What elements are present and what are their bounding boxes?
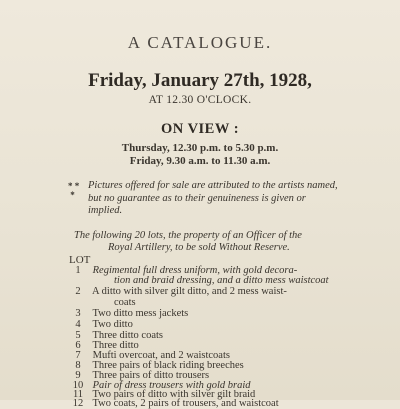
- sale-date: Friday, January 27th, 1928,: [88, 70, 312, 91]
- lot-number: 11: [72, 389, 84, 400]
- lot-item: [66, 286, 287, 297]
- on-view-line-2: Friday, 9.30 a.m. to 11.30 a.m.: [129, 155, 271, 167]
- lot-heading: LOT: [69, 254, 91, 266]
- lot-description-continued: tion and braid dressing, and a ditto mess waistcoat: [114, 275, 329, 286]
- lot-description: Regimental full dress uniform, with gold decora-: [92, 265, 298, 276]
- lot-number: 9: [75, 370, 81, 381]
- lot-number: 2: [75, 286, 81, 297]
- lot-item: [66, 398, 279, 409]
- lot-description: Two pairs of ditto with silver gilt braid: [92, 389, 256, 400]
- lot-description: Mufti overcoat, and 2 waistcoats: [92, 350, 230, 361]
- lot-number: 5: [75, 330, 81, 341]
- lot-description: Two coats, 2 pairs of trousers, and waistcoat: [92, 398, 279, 409]
- lot-description: Three ditto coats: [92, 330, 163, 341]
- lot-number: 4: [75, 319, 81, 330]
- lot-number: 1: [75, 265, 81, 276]
- sale-time: AT 12.30 O'CLOCK.: [148, 94, 252, 106]
- lot-description: Pair of dress trousers with gold braid: [92, 380, 251, 391]
- lot-description: Two ditto mess jackets: [92, 308, 189, 319]
- lot-item: [66, 319, 133, 330]
- lot-number: 6: [75, 340, 81, 351]
- lot-description: Three ditto: [92, 340, 139, 351]
- attribution-note: Pictures offered for sale are attributed to the artists named, but no guarantee as to their genuineness is given or implied.: [88, 180, 338, 216]
- intro-line-1: The following 20 lots, the property of an Officer of the: [74, 230, 302, 241]
- asterism-mark: * * *: [68, 181, 80, 200]
- lot-number: 10: [72, 380, 84, 391]
- intro-line-2: Royal Artillery, to be sold Without Reserve.: [108, 242, 290, 253]
- on-view-line-1: Thursday, 12.30 p.m. to 5.30 p.m.: [121, 142, 279, 154]
- on-view-heading: ON VIEW :: [160, 121, 240, 137]
- lot-description: Three pairs of ditto trousers: [92, 370, 210, 381]
- lot-description-continued: coats: [114, 297, 136, 308]
- lot-number: 3: [75, 308, 81, 319]
- lot-number: 7: [75, 350, 81, 361]
- catalogue-title: A CATALOGUE.: [127, 33, 273, 52]
- lot-item: [66, 308, 188, 319]
- lot-description: Three pairs of black riding breeches: [92, 360, 244, 371]
- lot-description: A ditto with silver gilt ditto, and 2 mess waist-: [92, 286, 287, 297]
- lot-number: 12: [72, 398, 84, 409]
- lot-number: 8: [75, 360, 81, 371]
- lot-description: Two ditto: [92, 319, 133, 330]
